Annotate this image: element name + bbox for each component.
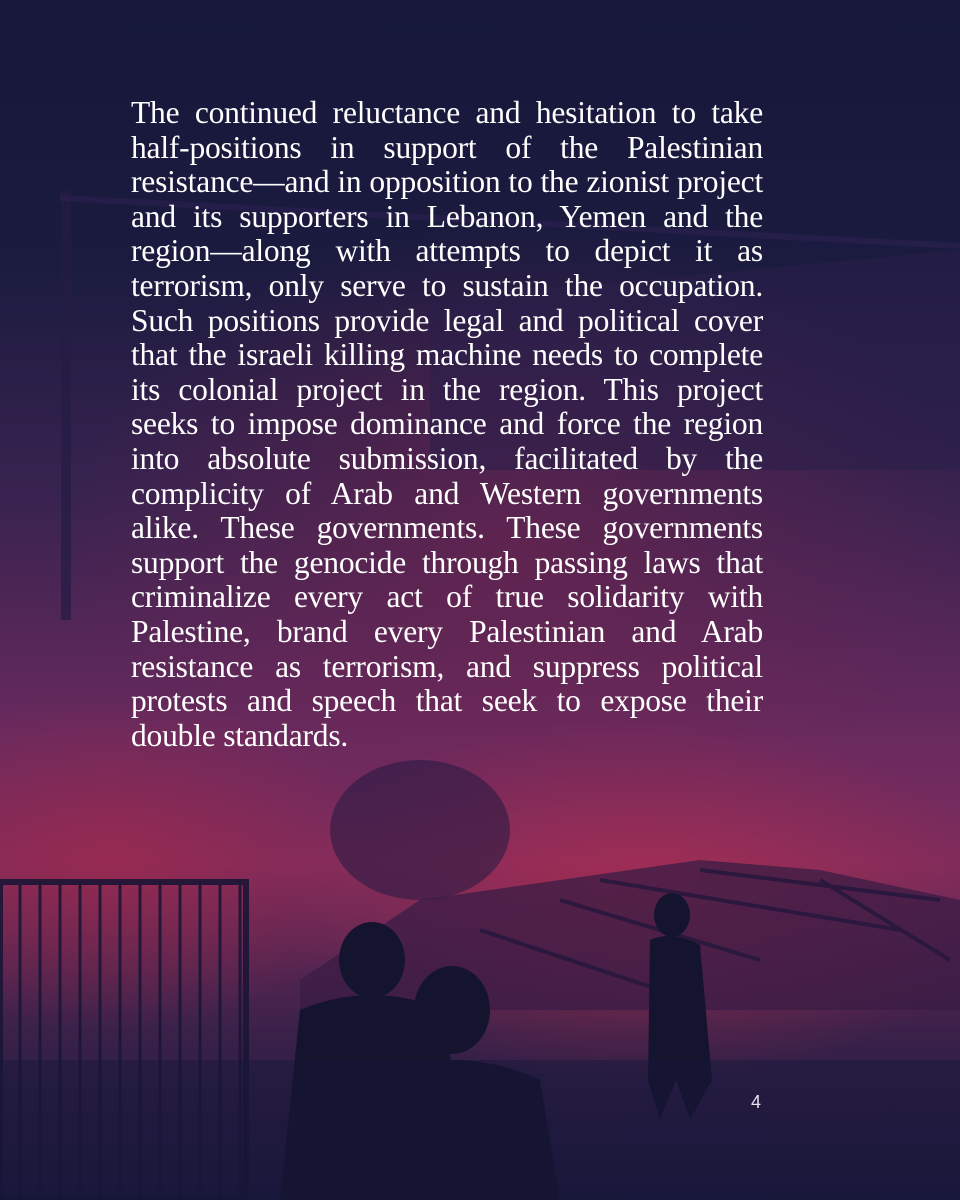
body-paragraph: The continued reluctance and hesitation to take half-positions in support of the Palestinian resistance—and in opposition to the zionist project and its supporters in Lebanon, Yemen and the region—along with attempts to depict it as terrorism, only serve to sustain the occupation. Such positions provide legal and political cover that the israeli killing machine needs to complete its colonial project in the region. This project seeks to impose dominance and force the region into absolute submission, facilitated by the complicity of Arab and Western governments alike. These governments. These governments support the genocide through passing laws that criminalize every act of true solidarity with Palestine, brand every Palestinian and Arab resistance as terrorism, and suppress political protests and speech that seek to expose their double standards.	[131, 95, 763, 753]
tree-silhouette	[330, 760, 510, 900]
page-number: 4	[751, 1092, 762, 1112]
